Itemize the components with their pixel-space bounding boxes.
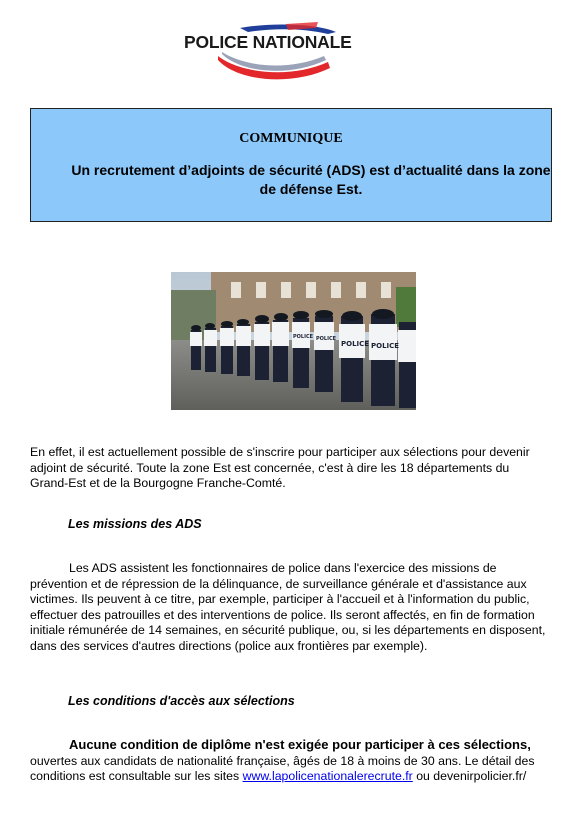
missions-paragraph: [30, 561, 550, 655]
missions-heading: Les missions des ADS: [68, 517, 202, 531]
conditions-body: ouvertes aux candidats de nationalité française, âgés de 18 à moins de 30 ans. Le détail des conditions est consultable sur les sites: [30, 753, 535, 784]
police-nationale-logo: [178, 22, 388, 84]
conditions-heading: Les conditions d'accès aux sélections: [68, 694, 295, 708]
police-march-photo: [171, 272, 416, 410]
communique-label: COMMUNIQUE: [239, 131, 343, 146]
missions-body: Les ADS assistent les fonctionnaires de police dans l'exercice des missions de prévention et de répression de la délinquance, de surveillance générale et d'assistance aux victimes. Ils peuvent à ce titre, par exemple, participer à l'accueil et à l'information du public, effectuer des patrouilles et des interventions de police. Ils seront affectés, en fin de formation initiale rémunérée de 14 semaines, en sécurité publique, ou, si les départements en disposent, dans des services d'autres directions (police aux frontières par exemple).: [30, 561, 546, 653]
photo-image: [171, 272, 416, 410]
svg-text:POLICE: POLICE: [371, 342, 400, 350]
svg-text:POLICE: POLICE: [316, 336, 337, 342]
communique-box: [30, 108, 552, 222]
recruitment-link[interactable]: www.lapolicenationalerecrute.fr: [242, 769, 413, 784]
conditions-trailing: ou devenirpolicier.fr/: [412, 769, 527, 784]
intro-paragraph: En effet, il est actuellement possible de s'inscrire pour participer aux sélections pour devenir adjoint de sécurité. Toute la zone Est est concernée, c'est à dire les 18 départements du Grand-Est et de la Bourgogne Franche-Comté.: [30, 445, 530, 491]
svg-text:POLICE: POLICE: [293, 334, 314, 340]
communique-title: Un recrutement d’adjoints de sécurité (ADS) est d’actualité dans la zone de défense Est.: [71, 162, 551, 197]
conditions-paragraph: [30, 737, 550, 785]
logo-text: POLICE NATIONALE: [184, 32, 352, 52]
conditions-bold-lead: Aucune condition de diplôme n'est exigée pour participer à ces sélections,: [69, 737, 531, 752]
svg-text:POLICE: POLICE: [341, 340, 370, 348]
